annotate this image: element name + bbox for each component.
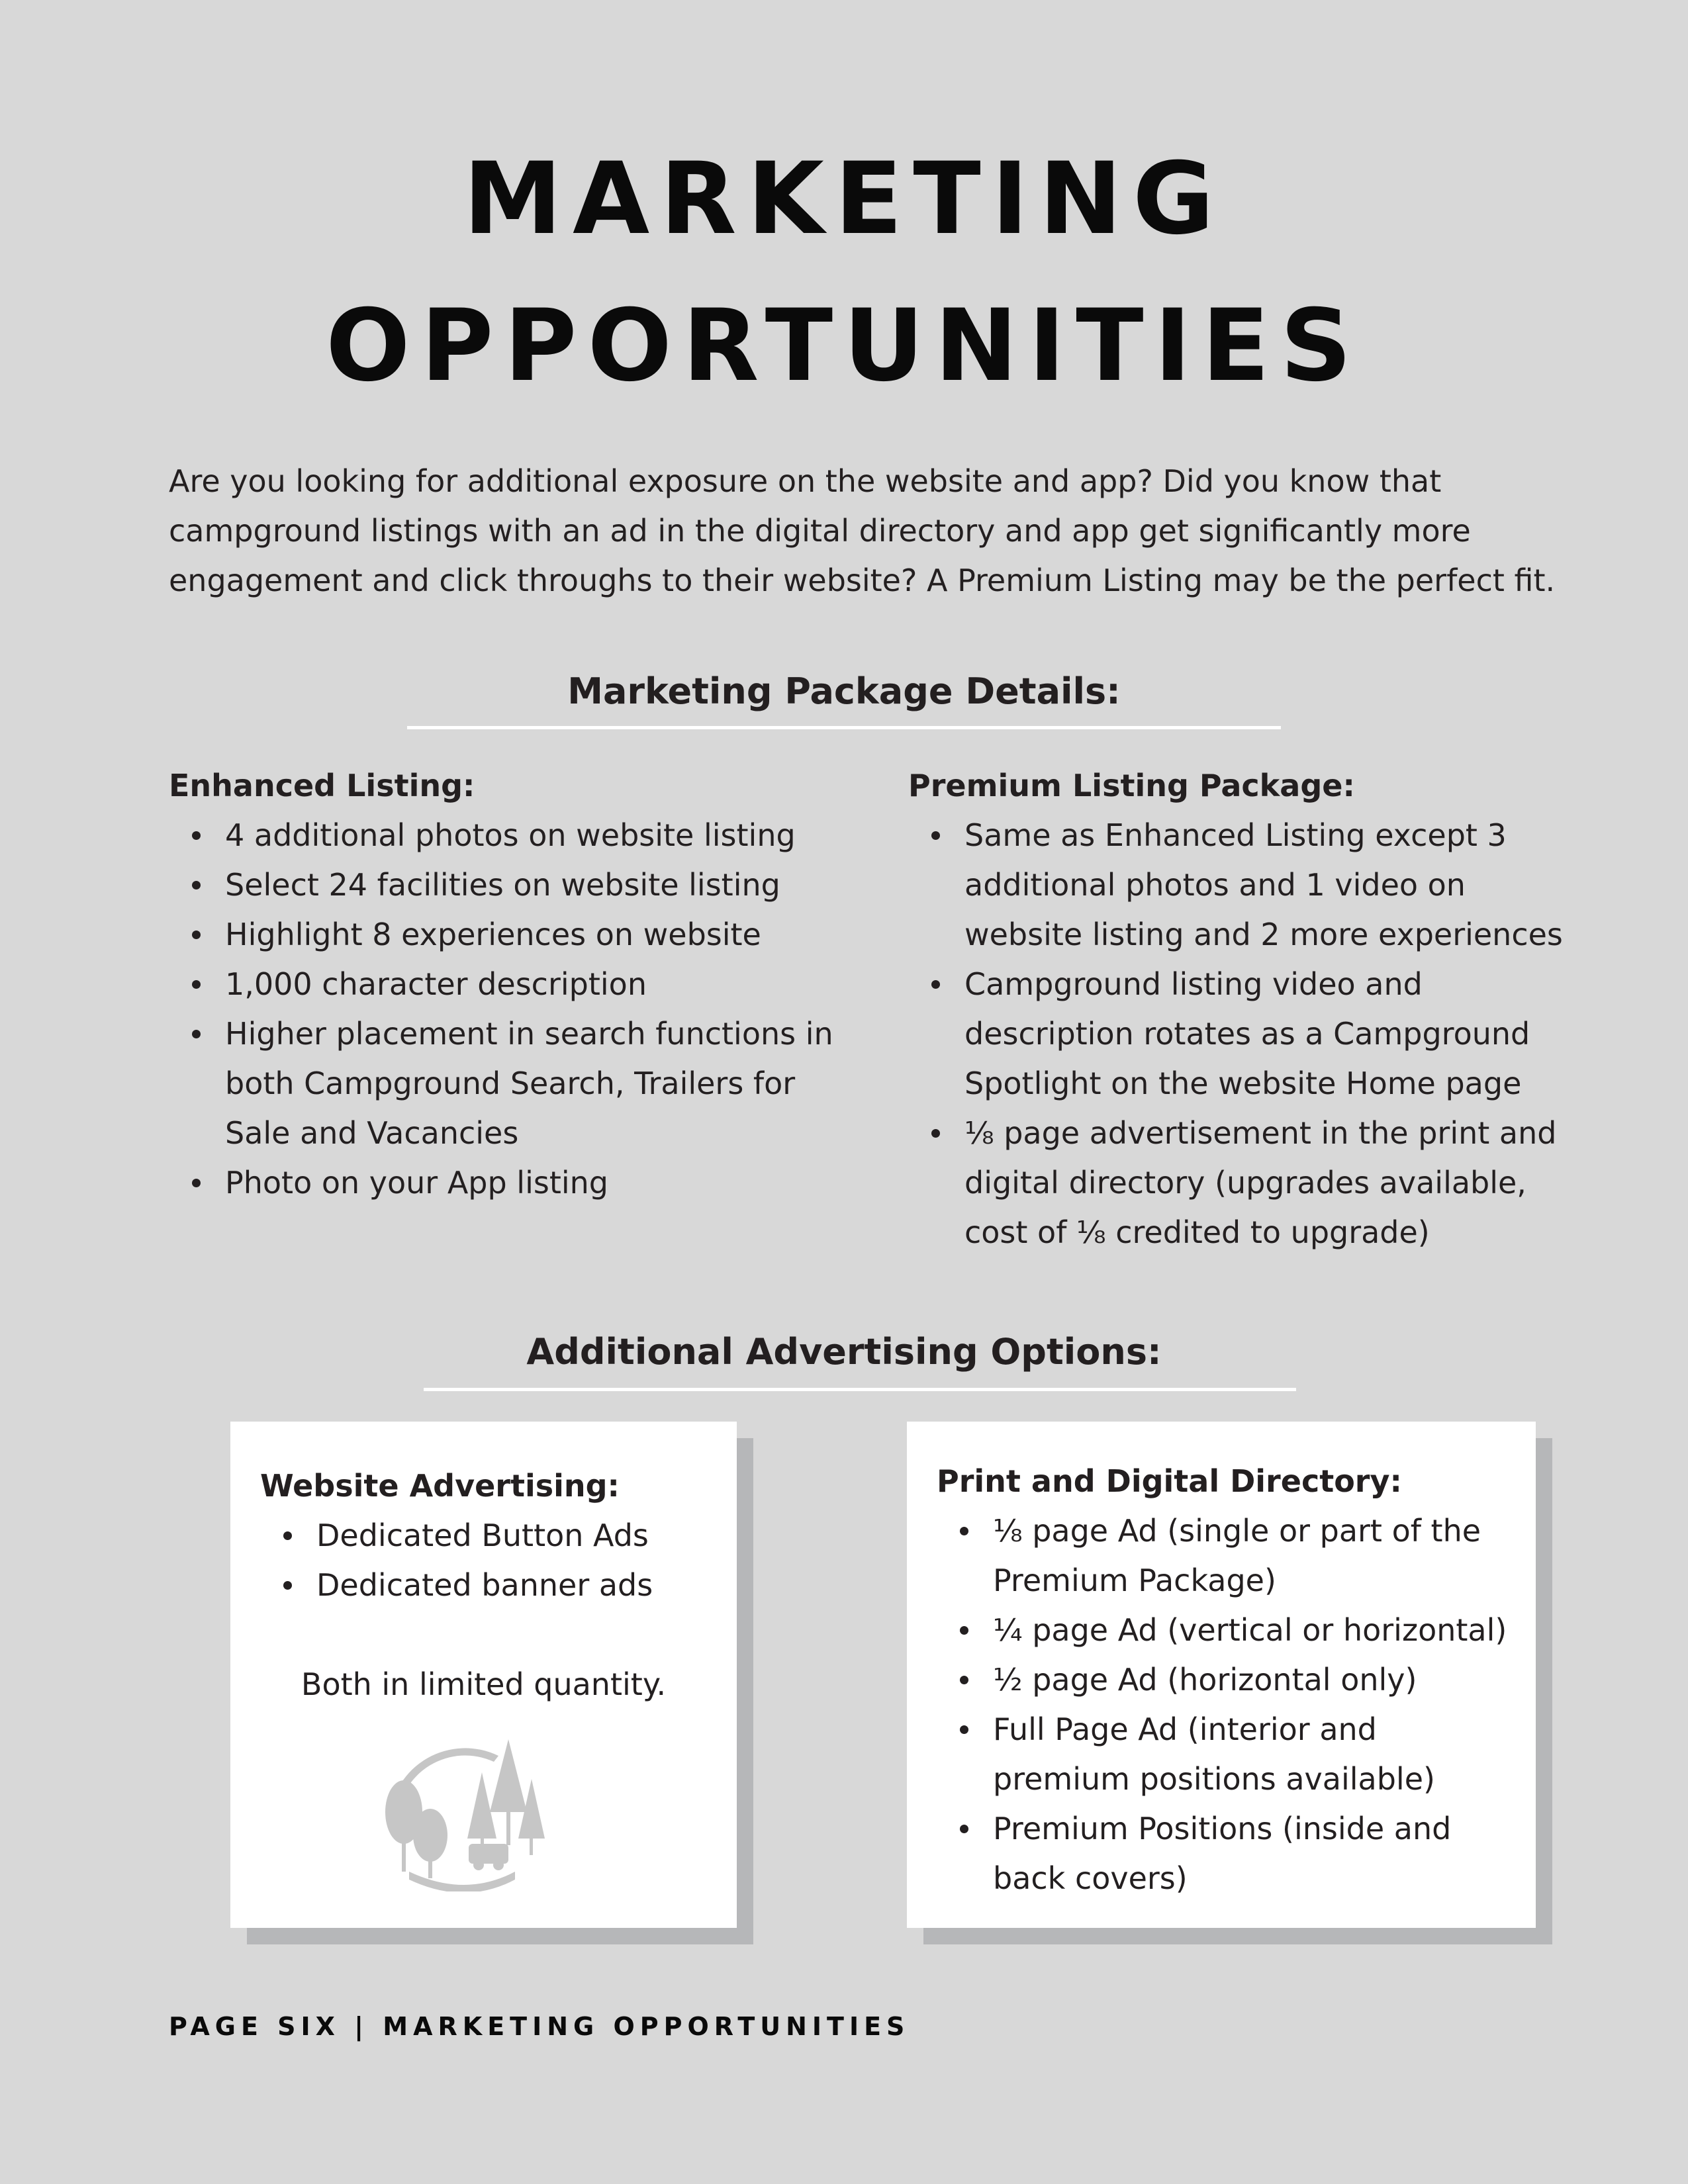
- list-item: Full Page Ad (interior and premium positions available): [937, 1705, 1519, 1804]
- website-advertising-list: [260, 1511, 724, 1610]
- enhanced-listing-column: [169, 761, 837, 1208]
- list-item: Select 24 facilities on website listing: [169, 860, 837, 910]
- premium-listing-list: [908, 811, 1577, 1257]
- list-item: 1,000 character description: [169, 960, 837, 1009]
- list-item: ⅛ page Ad (single or part of the Premium Package): [937, 1506, 1519, 1606]
- page-title: [0, 126, 1688, 420]
- list-item: 4 additional photos on website listing: [169, 811, 837, 860]
- limited-quantity-note: Both in limited quantity.: [301, 1666, 667, 1702]
- page-title-line-1: MARKETING: [463, 142, 1225, 257]
- enhanced-listing-list: [169, 811, 837, 1208]
- list-item: Same as Enhanced Listing except 3 additional photos and 1 video on website listing and 2 more experiences: [908, 811, 1577, 960]
- website-advertising-card: [230, 1422, 737, 1928]
- website-advertising-heading: Website Advertising:: [260, 1468, 620, 1504]
- premium-listing-column: [908, 761, 1577, 1257]
- print-directory-heading: Print and Digital Directory:: [937, 1463, 1402, 1499]
- list-item: ¼ page Ad (vertical or horizontal): [937, 1606, 1519, 1655]
- premium-listing-heading: Premium Listing Package:: [908, 768, 1355, 803]
- print-directory-card: [907, 1422, 1536, 1928]
- list-item: Photo on your App listing: [169, 1158, 837, 1208]
- package-details-heading: Marketing Package Details:: [567, 670, 1121, 712]
- print-directory-list: [937, 1506, 1519, 1903]
- list-item: Higher placement in search functions in both Campground Search, Trailers for Sale and Vacancies: [169, 1009, 837, 1158]
- campground-trees-logo-icon: [383, 1733, 548, 1891]
- page-title-line-2: OPPORTUNITIES: [326, 289, 1362, 404]
- advertising-options-divider: [424, 1388, 1296, 1391]
- list-item: ½ page Ad (horizontal only): [937, 1655, 1519, 1705]
- list-item: Dedicated banner ads: [260, 1561, 724, 1610]
- page-footer: PAGE SIX | MARKETING OPPORTUNITIES: [169, 2012, 910, 2041]
- intro-paragraph: Are you looking for additional exposure on the website and app? Did you know that campground listings with an ad in the digital directory and app get significantly more engagement and click throughs to their website? A Premium Listing may be the perfect fit.: [169, 463, 1556, 598]
- list-item: ⅛ page advertisement in the print and digital directory (upgrades available, cost of ⅛ credited to upgrade): [908, 1109, 1577, 1257]
- advertising-options-heading: Additional Advertising Options:: [526, 1331, 1162, 1373]
- list-item: Highlight 8 experiences on website: [169, 910, 837, 960]
- list-item: Premium Positions (inside and back covers): [937, 1804, 1519, 1903]
- list-item: Campground listing video and description rotates as a Campground Spotlight on the website Home page: [908, 960, 1577, 1109]
- list-item: Dedicated Button Ads: [260, 1511, 724, 1561]
- enhanced-listing-heading: Enhanced Listing:: [169, 768, 475, 803]
- package-details-divider: [407, 726, 1281, 729]
